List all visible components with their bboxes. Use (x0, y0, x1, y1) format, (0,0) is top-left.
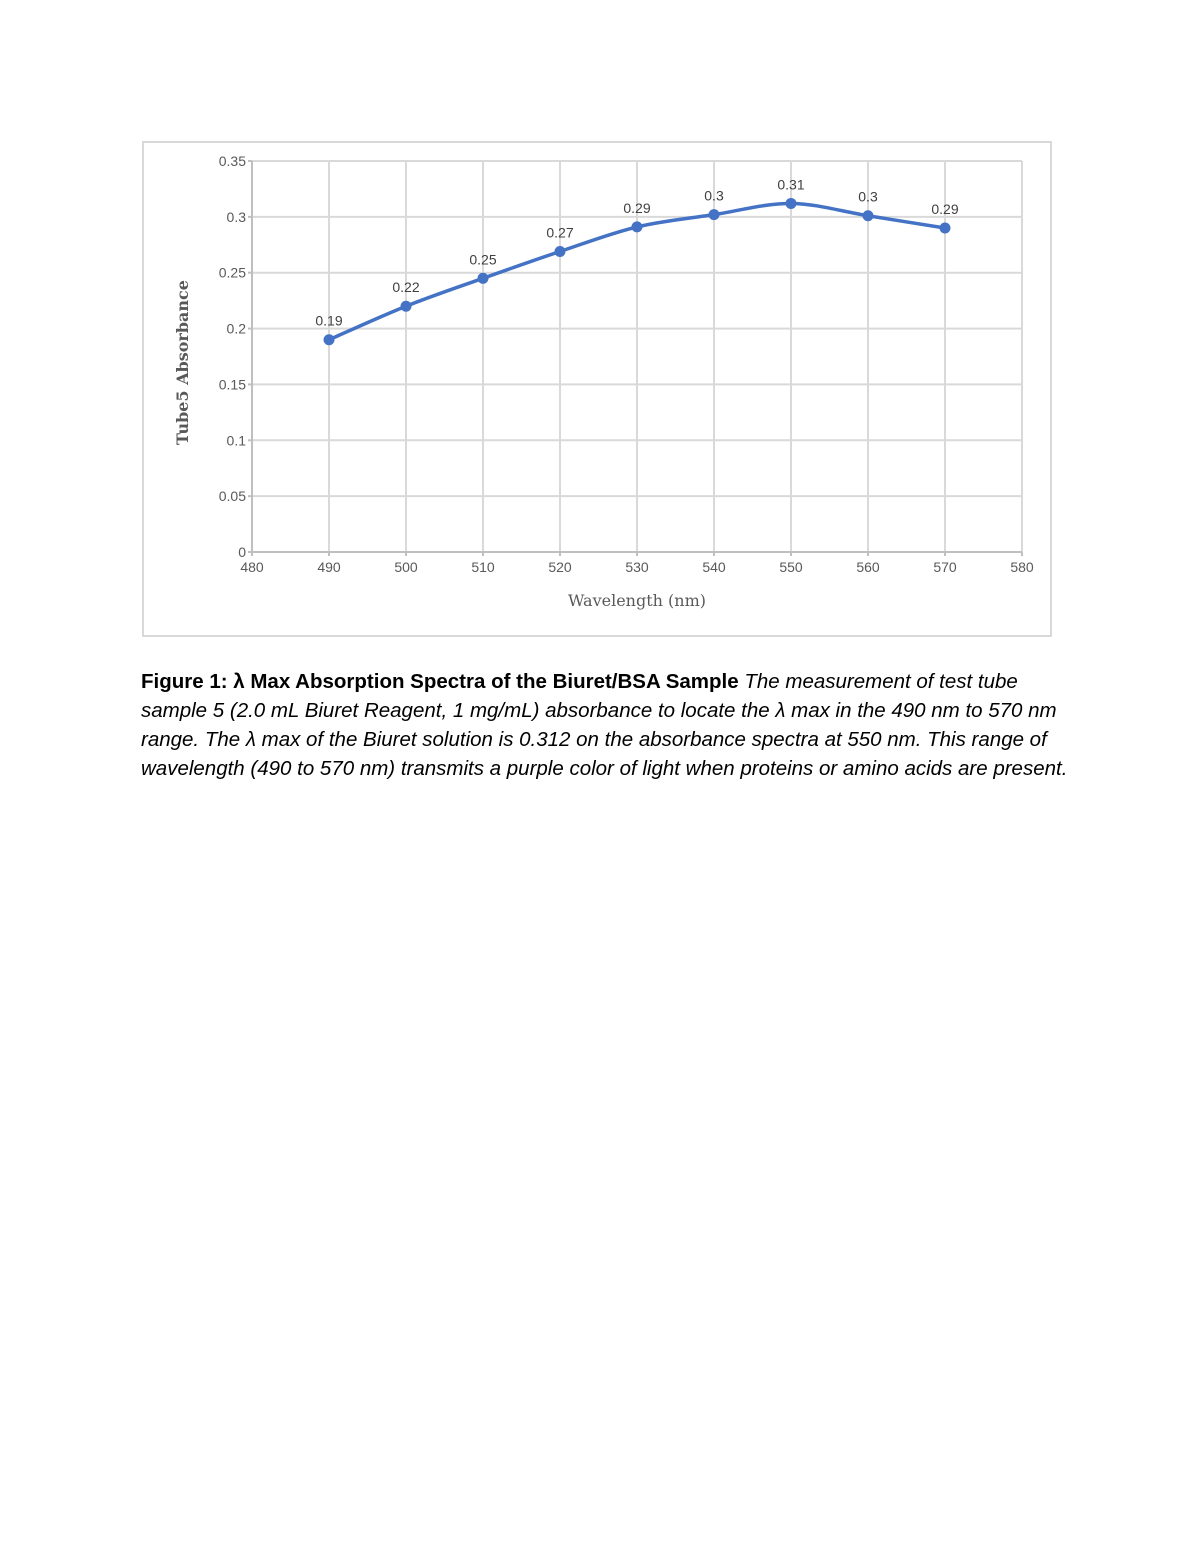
y-tick-label: 0.35 (218, 153, 246, 169)
chart-frame (142, 141, 1052, 637)
absorbance-line-chart (144, 143, 1050, 635)
y-tick-label: 0.25 (218, 264, 246, 281)
caption-label: Figure 1: λ Max Absorption Spectra of the Biuret/BSA Sample (141, 670, 739, 693)
x-tick-label: 520 (548, 559, 572, 575)
data-label: 0.3 (704, 187, 724, 204)
x-tick-label: 570 (933, 559, 957, 575)
x-tick-label: 560 (856, 559, 880, 575)
data-label: 0.27 (546, 224, 574, 241)
y-tick-label: 0.05 (218, 488, 246, 505)
data-label: 0.29 (931, 201, 959, 218)
caption-body: The measurement of test tube sample 5 (2.0 mL Biuret Reagent, 1 mg/mL) absorbance to locate the λ max in the 490 nm to 570 nm range. The λ max of the Biuret solution is 0.312 on the absorbance spectra at 550 nm. This range of wavelength (490 to 570 nm) transmits a purple color of light when proteins or amino acids are present. (141, 670, 1068, 780)
x-tick-label: 550 (779, 559, 803, 575)
y-tick-label: 0.1 (226, 432, 246, 449)
data-point-marker (401, 301, 411, 311)
y-tick-label: 0.2 (226, 320, 246, 337)
y-axis-title: Tube5 Absorbance (173, 280, 192, 445)
y-tick-label: 0 (238, 544, 246, 560)
x-tick-label: 580 (1010, 559, 1034, 575)
data-point-marker (478, 273, 488, 283)
x-tick-label: 500 (394, 559, 418, 575)
data-point-marker (940, 223, 950, 233)
data-label: 0.31 (777, 176, 805, 193)
figure-caption (141, 667, 1071, 783)
data-point-marker (555, 246, 565, 256)
x-tick-label: 530 (625, 559, 649, 575)
data-point-marker (632, 222, 642, 232)
data-point-marker (324, 335, 334, 345)
x-tick-label: 480 (240, 559, 264, 575)
data-label: 0.19 (315, 312, 343, 329)
data-label: 0.22 (392, 279, 420, 296)
x-tick-label: 540 (702, 559, 726, 575)
data-label: 0.25 (469, 251, 497, 268)
x-tick-label: 510 (471, 559, 495, 575)
y-tick-label: 0.3 (226, 208, 246, 225)
y-tick-label: 0.15 (218, 376, 246, 393)
data-point-marker (863, 211, 873, 221)
gridlines (252, 161, 1022, 552)
x-tick-label: 490 (317, 559, 341, 575)
data-point-marker (786, 198, 796, 208)
x-axis-title: Wavelength (nm) (567, 591, 707, 610)
data-label: 0.3 (858, 188, 878, 205)
data-point-marker (709, 210, 719, 220)
data-label: 0.29 (623, 199, 651, 216)
